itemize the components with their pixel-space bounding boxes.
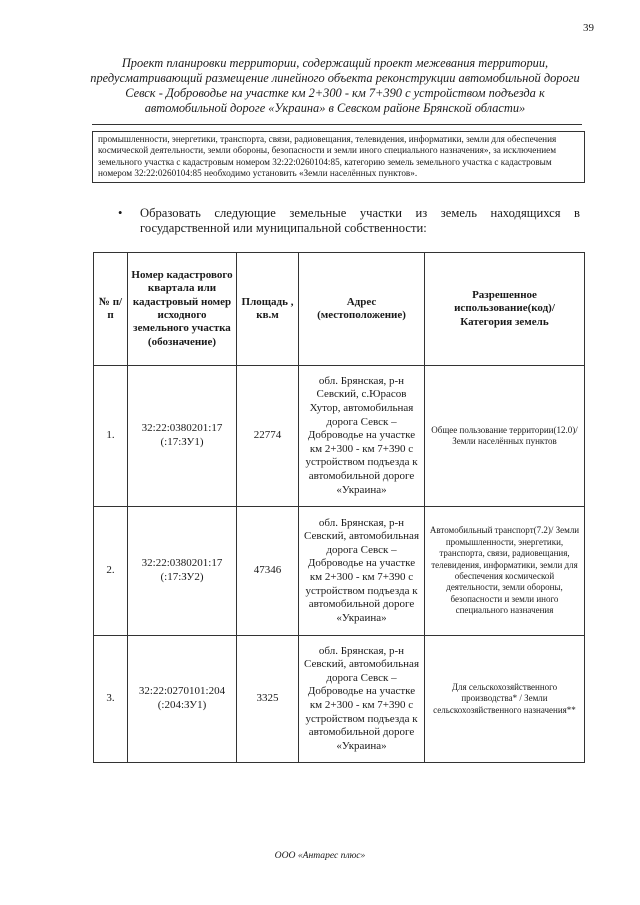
table-row (94, 636, 585, 763)
cell-address: обл. Брянская, р-н Севский, автомобильная дорога Севск – Доброводье на участке км 2+300 - км 7+390 с устройством подъезда к автомобильной дороге «Украина» (299, 636, 425, 763)
table-row (94, 507, 585, 636)
cell-num: 3. (94, 636, 128, 763)
cell-use: Для сельскохозяйственного производства* / Земли сельскохозяйственного назначения** (425, 636, 585, 763)
bullet-paragraph (118, 206, 580, 236)
continued-note-box: промышленности, энергетики, транспорта, связи, радиовещания, телевидения, информатики, земли для обеспечения космической деятельности, земли обороны, безопасности и земли иного специального назначения», за исключением земельного участка с кадастровым номером 32:22:0260104:85, категорию земель земельного участка с кадастровым номером 32:22:0260104:85 необходимо установить «Земли населённых пунктов». (92, 131, 585, 183)
cell-cadastral: 32:22:0380201:17 (:17:ЗУ1) (128, 366, 237, 507)
bullet-icon: • (118, 206, 123, 220)
cell-use: Общее пользование территории(12.0)/ Земли населённых пунктов (425, 366, 585, 507)
cell-cadastral: 32:22:0380201:17 (:17:ЗУ2) (128, 507, 237, 636)
header-address: Адрес (местоположение) (299, 253, 425, 366)
header-divider (92, 124, 582, 125)
table-row (94, 366, 585, 507)
document-header-title: Проект планировки территории, содержащий проект межевания территории, предусматривающий размещение линейного объекта реконструкции автомобильной дороги Севск - Доброводье на участке км 2+300 - км 7+390 с устройством подъезда к автомобильной дороге «Украина» в Севском районе Брянской области» (90, 56, 580, 115)
header-num: № п/п (94, 253, 128, 366)
table-header-row (94, 253, 585, 366)
cell-use: Автомобильный транспорт(7.2)/ Земли промышленности, энергетики, транспорта, связи, радиовещания, телевидения, информатики, земли для обеспечения космической деятельности, земли обороны, безопасности и земли иного специального назначения (425, 507, 585, 636)
header-area: Площадь , кв.м (237, 253, 299, 366)
header-cadastral: Номер кадастрового квартала или кадастровый номер исходного земельного участка (обозначение) (128, 253, 237, 366)
cell-num: 1. (94, 366, 128, 507)
cell-area: 3325 (237, 636, 299, 763)
cell-num: 2. (94, 507, 128, 636)
land-plots-table (93, 252, 585, 763)
header-use: Разрешенное использование(код)/ Категория земель (425, 253, 585, 366)
cell-address: обл. Брянская, р-н Севский, с.Юрасов Хутор, автомобильная дорога Севск – Доброводье на участке км 2+300 - км 7+390 с устройством подъезда к автомобильной дороге «Украина» (299, 366, 425, 507)
cell-cadastral: 32:22:0270101:204 (:204:ЗУ1) (128, 636, 237, 763)
page-number: 39 (583, 22, 594, 34)
cell-address: обл. Брянская, р-н Севский, автомобильная дорога Севск – Доброводье на участке км 2+300 - км 7+390 с устройством подъезда к автомобильной дороге «Украина» (299, 507, 425, 636)
bullet-text: Образовать следующие земельные участки из земель находящихся в государственной или муниципальной собственности: (140, 206, 580, 235)
cell-area: 22774 (237, 366, 299, 507)
cell-area: 47346 (237, 507, 299, 636)
footer-company: ООО «Антарес плюс» (274, 850, 366, 861)
